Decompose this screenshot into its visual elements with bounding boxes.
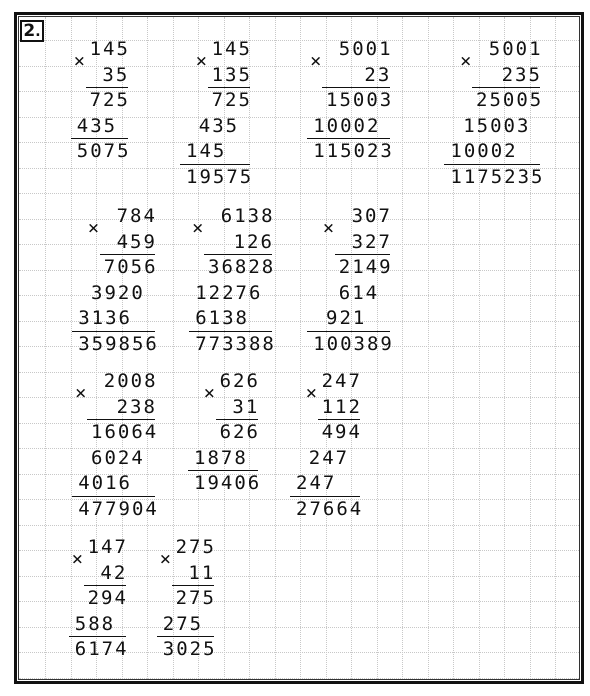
task-number-dot: . xyxy=(35,24,41,40)
multiply-sign: × xyxy=(322,217,335,239)
product-result: 27664 xyxy=(296,497,364,520)
multiplicand: 147 xyxy=(87,536,128,558)
multiplier: 11 xyxy=(188,561,216,584)
multiply-sign: × xyxy=(87,217,100,239)
multiplier: 35 xyxy=(102,63,130,86)
multiply-sign: × xyxy=(310,50,322,72)
multiply-sign: × xyxy=(71,548,84,570)
result-rule xyxy=(180,164,250,165)
partial-product: 6024 xyxy=(91,446,145,469)
grid-line-v xyxy=(453,17,454,679)
multiplicand: 247 xyxy=(321,370,362,392)
partial-product: 435 xyxy=(198,114,240,137)
result-rule xyxy=(189,331,272,332)
result-rule xyxy=(188,470,258,471)
multiplicand: 145 xyxy=(211,38,252,60)
partial-product: 247 xyxy=(308,446,350,469)
partial-product: 588 xyxy=(74,612,116,635)
partial-product: 725 xyxy=(211,89,252,111)
operand-rule xyxy=(100,254,155,255)
result-rule xyxy=(444,164,540,165)
partial-product: 4016 xyxy=(78,472,132,494)
grid-line-v xyxy=(555,17,556,679)
product-result: 3025 xyxy=(162,638,217,660)
multiplicand: 2008 xyxy=(103,370,158,392)
partial-product: 3920 xyxy=(91,281,145,304)
grid-line-v xyxy=(173,17,174,679)
multiply-sign: × xyxy=(203,382,216,404)
multiply-sign: × xyxy=(159,548,172,570)
multiplicand: 5001 xyxy=(488,38,543,60)
partial-product: 15003 xyxy=(463,114,531,137)
operand-rule xyxy=(335,254,390,255)
operand-rule xyxy=(216,419,258,420)
partial-product: 626 xyxy=(219,421,260,443)
operand-rule xyxy=(87,419,155,420)
multiply-sign: × xyxy=(305,382,318,404)
multiplier: 126 xyxy=(233,230,274,253)
multiplicand: 145 xyxy=(89,38,130,60)
grid-line-v xyxy=(428,17,429,679)
result-rule xyxy=(307,138,390,139)
grid-line-h xyxy=(19,219,579,220)
partial-product: 10002 xyxy=(450,140,518,162)
operand-rule xyxy=(208,87,250,88)
partial-product: 614 xyxy=(338,281,380,304)
product-result: 773388 xyxy=(195,332,276,355)
partial-product: 12276 xyxy=(195,281,263,304)
multiplier: 23 xyxy=(364,63,392,86)
product-result: 359856 xyxy=(78,332,159,355)
multiply-sign: × xyxy=(460,50,472,72)
task-number: 2 xyxy=(23,21,36,41)
result-rule xyxy=(69,636,126,637)
partial-product: 145 xyxy=(186,140,227,162)
grid-line-h xyxy=(19,244,579,245)
multiplicand: 275 xyxy=(175,536,216,558)
product-result: 5075 xyxy=(76,140,131,162)
partial-product: 6138 xyxy=(195,307,249,329)
product-result: 6174 xyxy=(74,638,129,660)
product-result: 477904 xyxy=(78,497,159,520)
grid-line-h xyxy=(19,525,579,526)
partial-product: 921 xyxy=(326,307,367,329)
multiplier: 238 xyxy=(116,395,157,418)
product-result: 19406 xyxy=(194,472,262,494)
multiplicand: 307 xyxy=(351,205,392,227)
partial-product: 247 xyxy=(296,472,337,494)
multiplicand: 784 xyxy=(116,205,157,227)
multiplicand: 5001 xyxy=(338,38,393,60)
grid-line-v xyxy=(45,17,46,679)
partial-product: 15003 xyxy=(326,89,394,111)
operand-rule xyxy=(472,87,540,88)
operand-rule xyxy=(204,254,272,255)
grid-line-h xyxy=(19,397,579,398)
partial-product: 10002 xyxy=(313,114,381,137)
multiplier: 135 xyxy=(211,63,252,86)
grid-line-h xyxy=(19,193,579,194)
grid-line-v xyxy=(300,17,301,679)
multiplier: 31 xyxy=(232,395,260,418)
result-rule xyxy=(72,331,155,332)
task-number-box xyxy=(20,20,44,42)
product-result: 19575 xyxy=(186,165,254,188)
product-result: 100389 xyxy=(313,332,394,355)
partial-product: 494 xyxy=(321,421,362,443)
partial-product: 294 xyxy=(87,587,128,609)
partial-product: 275 xyxy=(162,612,204,635)
partial-product: 435 xyxy=(76,114,118,137)
partial-product: 7056 xyxy=(103,256,158,278)
product-result: 1175235 xyxy=(450,165,545,188)
multiplicand: 626 xyxy=(219,370,260,392)
grid-line-v xyxy=(71,17,72,679)
multiply-sign: × xyxy=(75,382,87,404)
result-rule xyxy=(71,138,128,139)
partial-product: 36828 xyxy=(208,256,276,278)
multiply-sign: × xyxy=(192,217,204,239)
partial-product: 275 xyxy=(175,587,216,609)
multiply-sign: × xyxy=(73,50,86,72)
partial-product: 2149 xyxy=(338,256,393,278)
result-rule xyxy=(72,496,155,497)
partial-product: 725 xyxy=(89,89,130,111)
multiplicand: 6138 xyxy=(220,205,275,227)
multiplier: 112 xyxy=(321,395,362,418)
result-rule xyxy=(290,496,360,497)
operand-rule xyxy=(172,585,214,586)
partial-product: 25005 xyxy=(476,89,544,111)
multiplier: 327 xyxy=(351,230,392,253)
operand-rule xyxy=(318,419,360,420)
multiplier: 459 xyxy=(116,230,157,253)
partial-product: 1878 xyxy=(194,446,248,469)
partial-product: 3136 xyxy=(78,307,132,329)
multiplier: 235 xyxy=(501,63,542,86)
operand-rule xyxy=(322,87,390,88)
result-rule xyxy=(157,636,214,637)
multiplier: 42 xyxy=(100,561,128,584)
partial-product: 16064 xyxy=(91,421,159,443)
multiply-sign: × xyxy=(195,50,208,72)
grid-line-v xyxy=(402,17,403,679)
operand-rule xyxy=(84,585,126,586)
operand-rule xyxy=(86,87,128,88)
grid-line-h xyxy=(19,678,579,679)
product-result: 115023 xyxy=(313,140,394,162)
result-rule xyxy=(307,331,390,332)
